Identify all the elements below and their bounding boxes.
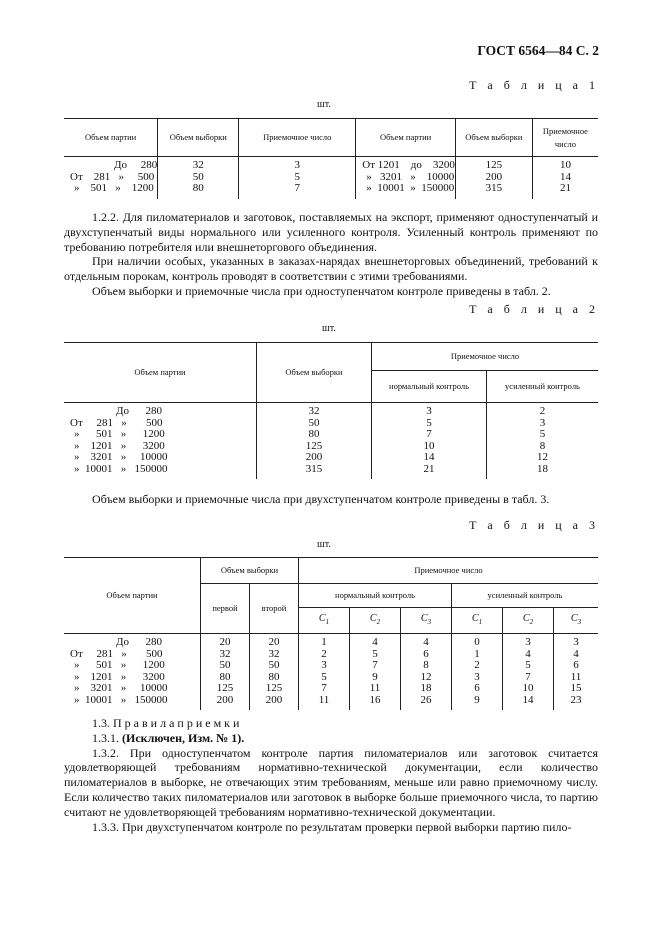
cell: 6 [573,659,579,671]
table-row: До 280 [116,405,163,417]
cell: 18 [420,682,432,694]
table-row: » 501 » 1200 [74,659,165,671]
table-row: » 501 » 1200 [74,428,165,440]
cell: 8 [423,659,429,671]
table2-caption: Т а б л и ц а 2 [469,302,599,316]
cell: 5 [426,416,432,429]
c-symbol: C [420,613,428,624]
cell: 15 [570,682,582,694]
cell: 12 [420,670,432,683]
table-row: » 1201 » 3200 [74,670,165,683]
cell: 2 [321,647,327,660]
table-row: » 10001 » 150000 [74,693,168,706]
cell: 5 [539,428,546,440]
c-sub: 3 [577,618,582,626]
table1-h-accept: Приемочное число [239,119,356,157]
cell: 4 [372,636,378,648]
cell: 6 [423,647,429,660]
cell: 14 [522,693,534,706]
paragraph-1-2-2: 1.2.2. Для пиломатериалов и заготовок, поставляемых на экспорт, применяют одноступенчатый и двухступенчатый виды нормального или усиленного контроля. Усиленный контроль применяют по требованию потребителя или внешнеторгового объединения. [64,210,598,254]
table2-ranges [64,403,257,480]
cell: 23 [570,693,582,706]
cell: 20 [268,636,280,648]
cell: 5 [525,659,531,671]
cell: 3 [525,636,531,648]
c-sub: 2 [529,618,534,626]
table-row: От 281 » 500 [70,416,163,429]
c-sub: 2 [376,618,381,626]
cell: 125 [305,439,323,452]
cell: 80 [268,670,280,683]
table3-n2 [350,634,401,711]
cell: 21 [559,182,571,194]
table2-h-normal: нормальный контроль [372,371,487,403]
cell: 10 [522,682,534,694]
cell: 50 [192,170,204,183]
table3-h-s1 [452,608,503,634]
cell: 3 [573,636,579,648]
c-symbol: C [471,613,479,624]
table3-h-n1 [299,608,350,634]
cell: 14 [423,451,435,463]
cell: 11 [570,670,582,683]
table1-left-ranges [64,157,158,199]
table3-h-strict: усиленный контроль [452,584,599,608]
paragraph-table2-ref: Объем выборки и приемочные числа при одноступенчатом контроле приведены в табл. 2. [92,283,551,298]
table1-right-ranges [356,157,456,199]
table3-h-s2 [503,608,554,634]
table3-s2 [503,634,554,711]
cell: 7 [426,428,432,440]
cell: 0 [474,636,480,648]
cell: 50 [268,659,280,671]
table1-right-accept [532,157,598,199]
table3-h-second: второй [250,584,299,634]
cell: 315 [305,462,323,475]
table2-h-lot: Объем партии [64,343,257,403]
table3-h-lot: Объем партии [64,558,201,634]
paragraphs-block-1 [64,210,598,299]
cell: 11 [369,682,381,694]
table-row: От 1201 до 3200 [362,159,455,171]
table-row: » 3201 » 10000 [366,170,455,183]
table-row: » 3201 » 10000 [74,451,168,463]
cell: 20 [219,636,231,648]
cell: 3 [539,416,546,429]
table1-h-sample: Объем выборки [158,119,239,157]
table-row: От 281 » 500 [70,647,163,660]
cell: 14 [559,170,571,183]
table-row: » 1201 » 3200 [74,439,165,452]
cell: 7 [372,659,378,671]
table3-n1 [299,634,350,711]
c-symbol: C [318,613,326,624]
table3-h-normal: нормальный контроль [299,584,452,608]
table3-caption: Т а б л и ц а 3 [469,518,599,532]
table1-h-lot-2: Объем партии [356,119,456,157]
cell: 9 [474,693,480,706]
paragraph-table3-ref-block [64,492,598,507]
cell: 80 [192,182,204,194]
table3-first [201,634,250,711]
cell: 315 [485,182,503,194]
cell: 50 [308,416,320,429]
cell: 1 [474,647,480,660]
table3-n3 [401,634,452,711]
table3-s3 [554,634,599,711]
table2-sizes [257,403,372,480]
table3 [64,557,598,710]
cell: 12 [537,451,548,463]
cell: 50 [219,659,231,671]
table3-h-s3 [554,608,599,634]
cell: 7 [294,182,301,194]
table3-second [250,634,299,711]
cell: 200 [485,170,503,183]
cell: 32 [192,159,204,171]
table1-right-sizes [455,157,532,199]
cell: 3 [321,659,327,671]
cell: 16 [369,693,381,706]
c-sub: 1 [478,618,483,626]
page-header: ГОСТ 6564—84 С. 2 [477,43,599,58]
table2-unit: шт. [322,323,336,334]
c-symbol: C [570,613,578,624]
table1 [64,118,598,199]
cell: 2 [539,405,546,417]
table2-normal [372,403,487,480]
cell: 7 [525,670,531,683]
table3-h-first: первой [201,584,250,634]
cell: 200 [265,693,283,706]
cell: 3 [426,405,432,417]
cell: 5 [294,170,301,183]
item-1-3-1 [64,731,598,746]
paragraph-special: При наличии особых, указанных в заказах-нарядах внешнеторговых объединений, требований к отдельным порокам, контроль проводят в соответствии с этими требованиями. [64,254,598,284]
table-row: До 280 [116,636,163,648]
table3-h-n2 [350,608,401,634]
table1-left-sizes [158,157,239,199]
cell: 32 [219,647,231,660]
table3-unit: шт. [317,539,331,550]
table2 [64,342,598,479]
item-1-3-2: 1.3.2. При одноступенчатом контроле партия пиломатериалов или заготовок считается удовлетворяющей требованиям нормативно-технической документации, если количество пиломатериалов в выборке, не отвечающих этим требованиям, меньше или равно приемочному числу. Если количество таких пиломатериалов или заготовок в выборке больше приемочного числа, то партию считают не удовлетворяющей требованиям нормативно-технической документации. [64,745,598,819]
table3-h-accept: Приемочное число [299,558,599,584]
cell: 4 [573,647,579,660]
cell: 200 [305,451,323,463]
section-1-3 [64,716,598,834]
cell: 10 [559,159,571,171]
cell: 7 [321,682,327,694]
cell: 5 [321,670,327,683]
cell: 32 [308,405,320,417]
cell: 8 [539,439,546,452]
cell: 125 [485,159,503,171]
item-1-3-1-text: (Исключен, Изм. № 1). [122,730,245,745]
cell: 80 [219,670,231,683]
c-sub: 3 [427,618,432,626]
table1-h-sample-2: Объем выборки [455,119,532,157]
cell: 200 [216,693,234,706]
table3-h-sample: Объем выборки [201,558,299,584]
cell: 10 [423,439,435,452]
table2-strict [487,403,599,480]
table1-h-accept-2: Приемочное число [542,125,588,149]
table-row: » 501 » 1200 [74,182,154,194]
table3-ranges [64,634,201,711]
c-symbol: C [522,613,530,624]
cell: 4 [423,636,429,648]
table1-caption: Т а б л и ц а 1 [469,78,599,92]
item-number: 1.3.1. [92,730,119,745]
cell: 18 [537,462,548,475]
table3-h-n3 [401,608,452,634]
table-row: » 10001 » 150000 [366,182,455,194]
table1-left-accept [239,157,356,199]
cell: 4 [525,647,531,660]
cell: 6 [474,682,480,694]
table-row: От 281 » 500 [70,170,155,183]
item-1-3-3: 1.3.3. При двухступенчатом контроле по результатам проверки первой выборки партию пило- [92,819,572,834]
cell: 125 [216,682,234,694]
table2-h-accept: Приемочное число [372,343,599,371]
cell: 32 [268,647,280,660]
cell: 9 [372,670,378,683]
table-row: » 3201 » 10000 [74,682,168,694]
cell: 26 [420,693,432,706]
cell: 2 [474,659,480,671]
table2-h-sample: Объем выборки [257,343,372,403]
table2-h-strict: усиленный контроль [505,381,580,391]
table1-unit: шт. [317,99,331,110]
cell: 125 [265,682,283,694]
cell: 11 [318,693,330,706]
c-symbol: C [369,613,377,624]
table3-s1 [452,634,503,711]
paragraph-table3-ref: Объем выборки и приемочные числа при двухступенчатом контроле приведены в табл. 3. [92,492,550,506]
cell: 3 [294,159,301,171]
c-sub: 1 [325,618,330,626]
cell: 1 [321,636,327,648]
table-row: » 10001 » 150000 [74,462,168,475]
cell: 80 [308,428,320,440]
section-title: 1.3. П р а в и л а п р и е м к и [92,716,240,730]
cell: 21 [423,462,435,475]
cell: 3 [474,670,480,683]
table1-h-lot: Объем партии [64,119,158,157]
cell: 5 [372,647,378,660]
table-row: До 280 [114,159,158,171]
